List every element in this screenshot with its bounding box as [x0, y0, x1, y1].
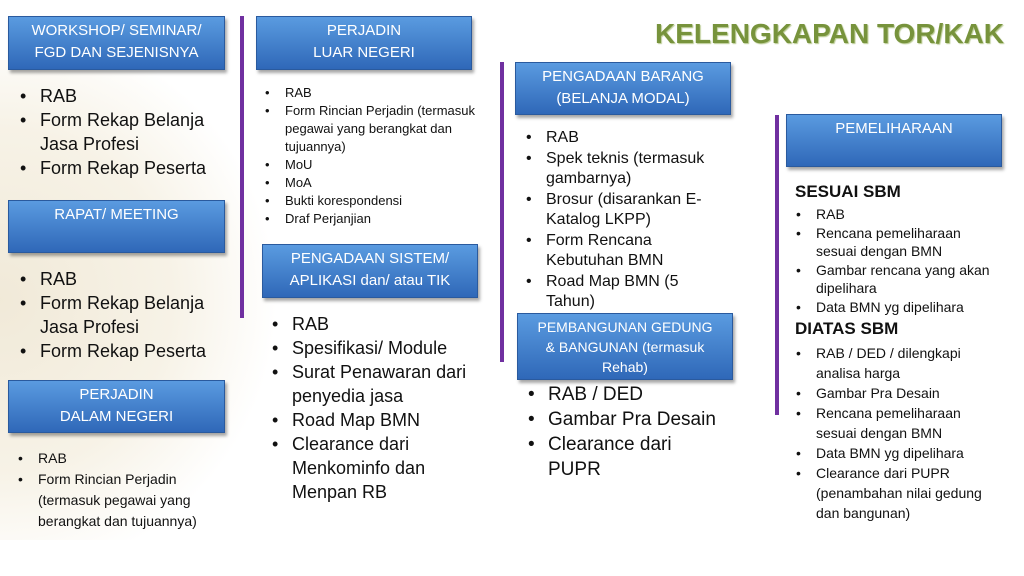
list-item: • Form Rekap Belanja Jasa Profesi: [20, 291, 230, 339]
header-line: PERJADIN: [326, 22, 402, 39]
list-item: • Clearance dari PUPR (penambahan nilai gedung dan bangunan): [796, 463, 1001, 523]
divider: [240, 16, 244, 318]
list-item: • Clearance dari Menkominfo dan Menpan RB: [272, 432, 482, 504]
rapat-header: [8, 200, 225, 253]
list-item: • Bukti korespondensi: [265, 192, 480, 210]
header-line: (BELANJA MODAL): [556, 90, 690, 107]
perjadin-dn-list: [18, 448, 213, 532]
header-line: PENGADAAN SISTEM/: [290, 250, 450, 267]
list-item: • Rencana pemeliharaan sesuai dengan BMN: [796, 403, 1001, 443]
barang-header: [515, 62, 731, 115]
perjadin-dn-header: [8, 380, 225, 433]
list-item: • Spesifikasi/ Module: [272, 336, 482, 360]
list-item: • Data BMN yg dipelihara: [796, 443, 1001, 463]
slide-title: KELENGKAPAN TOR/KAK: [655, 18, 1004, 49]
header-line: PENGADAAN BARANG: [542, 68, 704, 85]
list-item: • Road Map BMN: [272, 408, 482, 432]
diatas-sbm-label: DIATAS SBM: [795, 319, 899, 338]
list-item: • Form Rincian Perjadin (termasuk pegawai yang berangkat dan tujuannya): [265, 102, 480, 156]
list-item: • RAB: [265, 84, 480, 102]
divider: [500, 62, 504, 362]
list-item: • RAB / DED: [528, 382, 728, 407]
list-item: • Surat Penawaran dari penyedia jasa: [272, 360, 482, 408]
list-item: • Clearance dari PUPR: [528, 432, 728, 482]
header-line: RAPAT/ MEETING: [54, 206, 179, 223]
list-item: • Form Rekap Peserta: [20, 156, 230, 180]
list-item: • Form Rekap Peserta: [20, 339, 230, 363]
header-line: FGD DAN SEJENISNYA: [34, 44, 199, 61]
list-item: • Rencana pemeliharaan sesuai dengan BMN: [796, 224, 1001, 261]
workshop-header: [8, 16, 225, 70]
divider: [775, 115, 779, 415]
list-item: • Form Rekap Belanja Jasa Profesi: [20, 108, 230, 156]
list-item: • Gambar Pra Desain: [528, 407, 728, 432]
header-line: PEMBANGUNAN GEDUNG: [537, 319, 713, 335]
gedung-header: [517, 313, 733, 380]
header-line: PERJADIN: [79, 386, 154, 403]
list-item: • Form Rincian Perjadin (termasuk pegawai yang berangkat dan tujuannya): [18, 469, 213, 532]
barang-list: [526, 128, 726, 313]
header-line: LUAR NEGERI: [313, 44, 415, 61]
workshop-list: [20, 84, 230, 180]
list-item: • Gambar rencana yang akan dipelihara: [796, 261, 1001, 298]
rapat-list: [20, 267, 230, 363]
list-item: • Form Rencana Kebutuhan BMN: [526, 231, 726, 272]
header-line: APLIKASI dan/ atau TIK: [289, 272, 451, 289]
header-line: WORKSHOP/ SEMINAR/: [31, 22, 202, 39]
list-item: • RAB: [796, 205, 1001, 224]
sistem-header: [262, 244, 478, 298]
list-item: • Spek teknis (termasuk gambarnya): [526, 149, 726, 190]
header-line: DALAM NEGERI: [59, 408, 174, 425]
list-item: • Brosur (disarankan E-Katalog LKPP): [526, 190, 726, 231]
sesuai-sbm-list: [796, 205, 1001, 316]
list-item: • RAB: [272, 312, 482, 336]
list-item: • MoU: [265, 156, 480, 174]
list-item: • Road Map BMN (5 Tahun): [526, 272, 726, 313]
list-item: • MoA: [265, 174, 480, 192]
list-item: • Data BMN yg dipelihara: [796, 298, 1001, 317]
sesuai-sbm-label: SESUAI SBM: [795, 182, 901, 201]
diatas-sbm-list: [796, 343, 1001, 523]
pemeliharaan-header: [786, 114, 1002, 167]
list-item: • Gambar Pra Desain: [796, 383, 1001, 403]
list-item: • RAB: [20, 84, 230, 108]
list-item: • Draf Perjanjian: [265, 210, 480, 228]
list-item: • RAB: [18, 448, 213, 469]
header-line: & BANGUNAN (termasuk: [545, 339, 705, 355]
sistem-list: [272, 312, 482, 504]
perjadin-ln-list: [265, 84, 480, 228]
list-item: • RAB: [526, 128, 726, 149]
header-line: Rehab): [602, 359, 648, 375]
list-item: • RAB / DED / dilengkapi analisa harga: [796, 343, 1001, 383]
perjadin-ln-header: [256, 16, 472, 70]
list-item: • RAB: [20, 267, 230, 291]
header-line: PEMELIHARAAN: [835, 120, 953, 137]
gedung-list: [528, 382, 728, 482]
